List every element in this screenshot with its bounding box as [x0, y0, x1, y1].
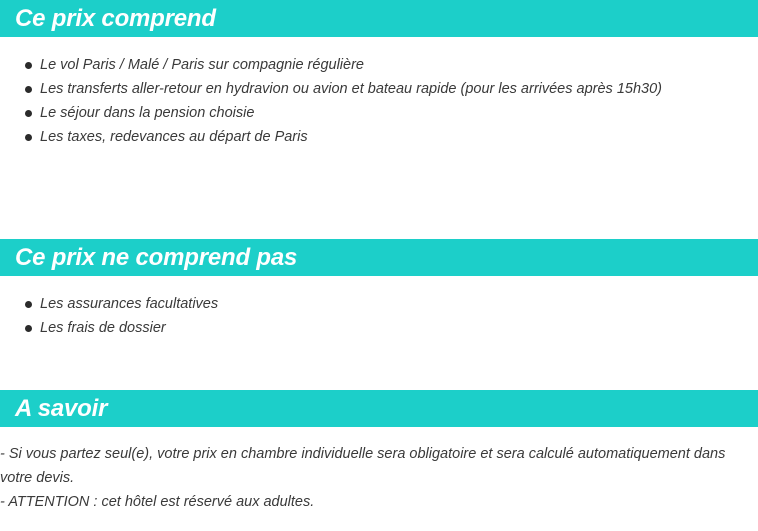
bullet-icon	[25, 325, 32, 332]
bullet-icon	[25, 134, 32, 141]
included-section-title: Ce prix comprend	[15, 4, 216, 32]
excluded-list	[0, 292, 218, 340]
excluded-section-header	[0, 239, 758, 276]
list-item	[0, 125, 662, 149]
bullet-icon	[25, 301, 32, 308]
list-item-text: Les taxes, redevances au départ de Paris	[40, 129, 308, 145]
list-item-text: Les frais de dossier	[40, 320, 166, 336]
bullet-icon	[25, 110, 32, 117]
bullet-icon	[25, 86, 32, 93]
notes-text	[0, 442, 758, 514]
note-line: - ATTENTION : cet hôtel est réservé aux adultes.	[0, 494, 315, 510]
list-item-text: Le séjour dans la pension choisie	[40, 105, 255, 121]
list-item-text: Les assurances facultatives	[40, 296, 219, 312]
bullet-icon	[25, 62, 32, 69]
list-item-text: Les transferts aller-retour en hydravion ou avion et bateau rapide (pour les arrivées après 15h30)	[40, 81, 662, 97]
list-item	[0, 292, 218, 316]
notes-section-title: A savoir	[15, 394, 108, 422]
included-section-header	[0, 0, 758, 37]
included-list	[0, 53, 662, 149]
list-item	[0, 316, 218, 340]
list-item	[0, 77, 662, 101]
excluded-section-title: Ce prix ne comprend pas	[15, 243, 298, 271]
list-item	[0, 101, 662, 125]
note-line: - Si vous partez seul(e), votre prix en chambre individuelle sera obligatoire et sera calculé automatiquement dans votre devis.	[0, 446, 726, 486]
notes-section-header	[0, 390, 758, 427]
list-item-text: Le vol Paris / Malé / Paris sur compagnie régulière	[40, 57, 364, 73]
list-item	[0, 53, 662, 77]
